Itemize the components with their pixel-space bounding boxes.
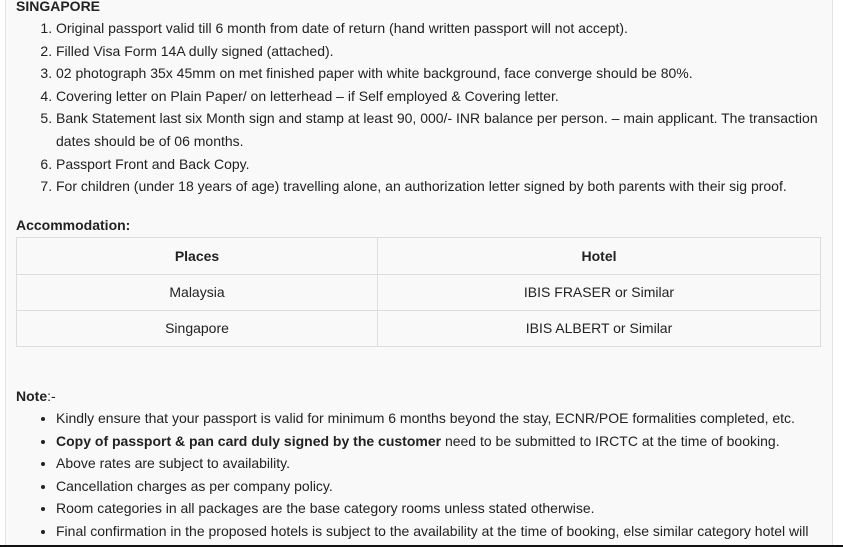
note-item-bold: Copy of passport & pan card duly signed by the customer — [56, 432, 442, 449]
note-item — [56, 430, 822, 453]
place-cell: Singapore — [17, 311, 378, 347]
document-item: 4. Covering letter on Plain Paper/ on letterhead – if Self employed & Covering letter. — [56, 85, 822, 108]
note-item-text: need to be submitted to IRCTC at the time of booking. — [441, 432, 780, 449]
documents-list — [16, 17, 822, 198]
visa-info-content — [16, 0, 822, 539]
hotel-cell: IBIS FRASER or Similar — [378, 275, 821, 311]
notes-list — [16, 407, 822, 543]
document-item: 3. 02 photograph 35x 45mm on met finished paper with white background, face converge should be 80%. — [56, 62, 822, 85]
table-row — [17, 311, 821, 347]
note-item — [56, 407, 822, 430]
column-header-hotel: Hotel — [378, 238, 821, 275]
note-item-text: Above rates are subject to availability. — [56, 455, 290, 472]
document-item: 5. Bank Statement last six Month sign and stamp at least 90, 000/- INR balance per person. – main applicant. The transaction dates should be of 06 months. — [56, 107, 822, 152]
document-item: 2. Filled Visa Form 14A dully signed (attached). — [56, 40, 822, 63]
note-item — [56, 452, 822, 475]
note-item-text: Final confirmation in the proposed hotels is subject to the availability at the time of booking, else similar category hotel will — [56, 522, 809, 539]
place-cell: Malaysia — [17, 275, 378, 311]
note-label-suffix: :- — [47, 388, 56, 404]
accommodation-table — [16, 237, 821, 347]
document-item: 6. Passport Front and Back Copy. — [56, 153, 822, 176]
note-item-text: Kindly ensure that your passport is valid for minimum 6 months beyond the stay, ECNR/POE formalities completed, etc. — [56, 410, 795, 426]
note-item — [56, 497, 822, 520]
document-item: 7. For children (under 18 years of age) travelling alone, an authorization letter signed by both parents with their sig proof. — [56, 175, 822, 198]
table-row — [17, 275, 821, 311]
note-label — [16, 386, 56, 406]
note-label-text: Note — [16, 388, 48, 404]
note-item — [56, 475, 822, 498]
note-item — [56, 520, 822, 543]
section-title: SINGAPORE — [16, 0, 101, 14]
note-item-text: Room categories in all packages are the base category rooms unless stated otherwise. — [56, 500, 595, 517]
note-item-text: Cancellation charges as per company policy. — [56, 477, 333, 494]
column-header-places: Places — [17, 238, 378, 275]
accommodation-label: Accommodation: — [16, 217, 131, 233]
hotel-cell: IBIS ALBERT or Similar — [378, 311, 821, 347]
document-item: 1. Original passport valid till 6 month from date of return (hand written passport will not accept). — [56, 17, 822, 40]
table-header-row — [17, 238, 821, 275]
